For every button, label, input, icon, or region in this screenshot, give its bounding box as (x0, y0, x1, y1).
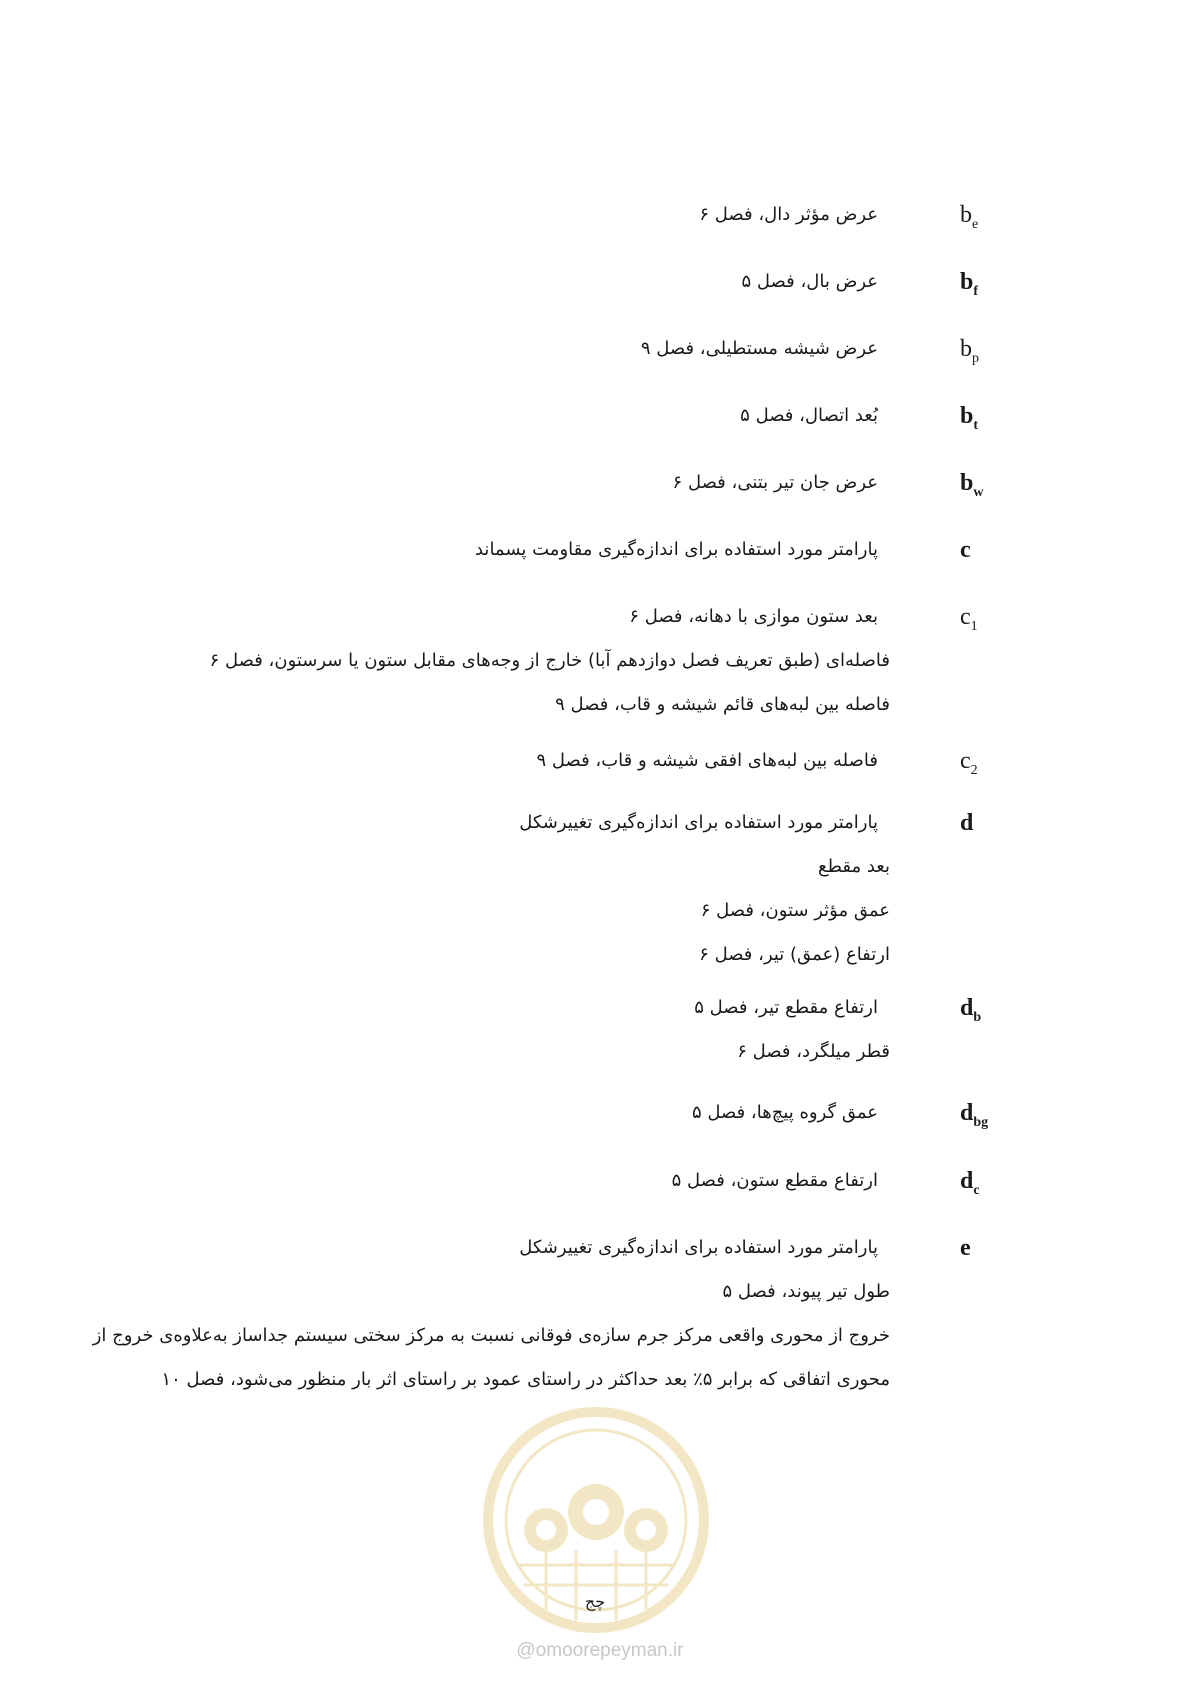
symbol: $b_e$ (960, 202, 979, 232)
definitions (100, 535, 890, 579)
symbol: $d_b$ (960, 995, 982, 1025)
definitions (100, 468, 890, 512)
definition-line: قطر میلگرد، فصل ۶ (737, 1041, 890, 1062)
symbol: $c_2$ (960, 748, 978, 778)
definition-line: طول تیر پیوند، فصل ۵ (722, 1281, 890, 1302)
definition-line: عمق گروه پیچ‌ها، فصل ۵ (691, 1102, 878, 1123)
symbol: $b_p$ (960, 336, 979, 366)
definitions (100, 334, 890, 378)
definitions (100, 1098, 890, 1142)
definition-line: محوری اتفاقی که برابر ۵٪ بعد حداکثر در راستای عمود بر راستای اثر بار منظور می‌شود، فصل ۱۰ (161, 1369, 890, 1390)
definitions (100, 602, 890, 734)
definition-line: پارامتر مورد استفاده برای اندازه‌گیری مقاومت پسماند (474, 539, 878, 560)
symbol: $b_t$ (960, 403, 979, 433)
definition-line: عرض مؤثر دال، فصل ۶ (699, 204, 878, 225)
symbol: $b_w$ (960, 470, 984, 500)
symbol: c (960, 537, 971, 563)
symbol: $d_{bg}$ (960, 1100, 989, 1130)
definition-line: ارتفاع (عمق) تیر، فصل ۶ (699, 944, 890, 965)
definitions (100, 200, 890, 244)
symbol: $c_1$ (960, 604, 978, 634)
definition-line: فاصله‌ای (طبق تعریف فصل دوازدهم آبا) خارج از وجه‌های مقابل ستون یا سرستون، فصل ۶ (209, 650, 890, 671)
definitions (92, 1233, 890, 1409)
definition-line: پارامتر مورد استفاده برای اندازه‌گیری تغییرشکل (519, 812, 878, 833)
definition-line: پارامتر مورد استفاده برای اندازه‌گیری تغییرشکل (519, 1237, 878, 1258)
page-number: چج (584, 1592, 606, 1611)
definition-line: عمق مؤثر ستون، فصل ۶ (700, 900, 890, 921)
definition-line: بعد ستون موازی با دهانه، فصل ۶ (629, 606, 878, 627)
definition-line: فاصله بین لبه‌های افقی شیشه و قاب، فصل ۹ (536, 750, 878, 771)
symbol: $d_c$ (960, 1168, 980, 1198)
definition-line: عرض بال، فصل ۵ (741, 271, 878, 292)
definition-line: ارتفاع مقطع تیر، فصل ۵ (694, 997, 878, 1018)
definitions (100, 1166, 890, 1210)
definition-line: ارتفاع مقطع ستون، فصل ۵ (671, 1170, 878, 1191)
definitions (100, 267, 890, 311)
definitions (100, 993, 890, 1081)
watermark-site-text: @omoorepeyman.ir (516, 1640, 684, 1661)
definition-line: عرض شیشه مستطیلی، فصل ۹ (640, 338, 878, 359)
definitions (100, 808, 890, 984)
definition-line: بعد مقطع (818, 856, 890, 877)
definition-line: فاصله بین لبه‌های قائم شیشه و قاب، فصل ۹ (555, 694, 890, 715)
definition-line: عرض جان تیر بتنی، فصل ۶ (672, 472, 878, 493)
definition-line: خروج از محوری واقعی مرکز جرم سازه‌ی فوقانی نسبت به مرکز سختی سیستم جداساز به‌علاوه‌ی خروج از (92, 1325, 890, 1346)
symbol: d (960, 810, 974, 836)
symbol: e (960, 1235, 971, 1261)
definitions (100, 401, 890, 445)
symbol: $b_f$ (960, 269, 979, 299)
definitions (100, 746, 890, 790)
definition-line: بُعد اتصال، فصل ۵ (740, 405, 878, 426)
